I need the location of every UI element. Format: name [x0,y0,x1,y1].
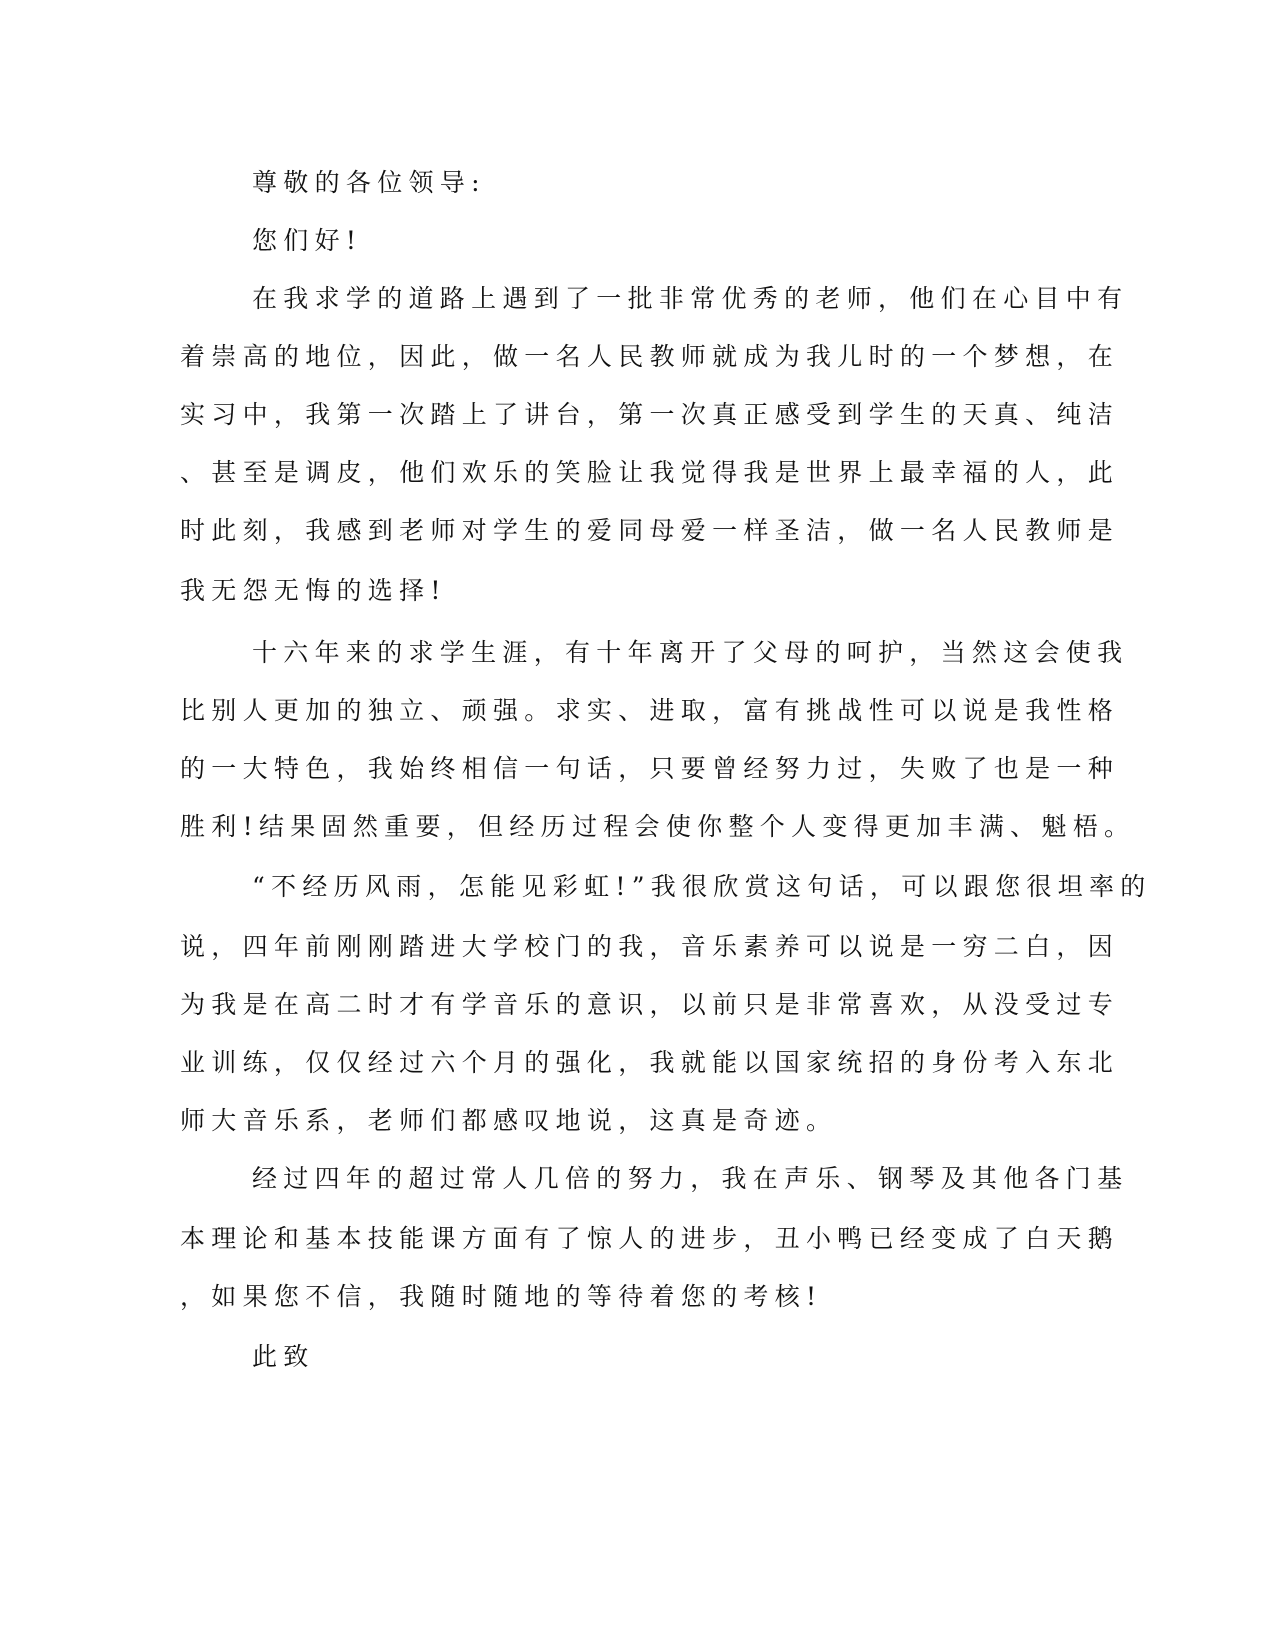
paragraph-2-line-1: 十六年来的求学生涯，有十年离开了父母的呵护，当然这会使我 [252,638,1129,667]
paragraph-1-line-3: 实习中，我第一次踏上了讲台，第一次真正感受到学生的天真、纯洁 [180,400,1120,429]
paragraph-2-line-2: 比别人更加的独立、顽强。求实、进取，富有挑战性可以说是我性格 [180,696,1120,725]
paragraph-3-line-3: 为我是在高二时才有学音乐的意识，以前只是非常喜欢，从没受过专 [180,990,1120,1019]
paragraph-4-line-1: 经过四年的超过常人几倍的努力，我在声乐、钢琴及其他各门基 [252,1164,1129,1193]
salutation: 尊敬的各位领导: [252,168,486,197]
paragraph-1-line-5: 时此刻，我感到老师对学生的爱同母爱一样圣洁，做一名人民教师是 [180,516,1120,545]
paragraph-3-line-1: “不经历风雨，怎能见彩虹!”我很欣赏这句话，可以跟您很坦率的 [252,872,1152,901]
paragraph-2-line-4: 胜利!结果固然重要，但经历过程会使你整个人变得更加丰满、魁梧。 [180,812,1136,841]
paragraph-1-line-4: 、甚至是调皮，他们欢乐的笑脸让我觉得我是世界上最幸福的人，此 [180,458,1120,487]
closing: 此致 [252,1342,315,1371]
paragraph-3-line-5: 师大音乐系，老师们都感叹地说，这真是奇迹。 [180,1106,838,1135]
paragraph-4-line-3: ，如果您不信，我随时随地的等待着您的考核! [180,1282,823,1311]
paragraph-2-line-3: 的一大特色，我始终相信一句话，只要曾经努力过，失败了也是一种 [180,754,1120,783]
paragraph-1-line-6: 我无怨无悔的选择! [180,576,447,605]
paragraph-1-line-2: 着崇高的地位，因此，做一名人民教师就成为我儿时的一个梦想，在 [180,342,1120,371]
paragraph-4-line-2: 本理论和基本技能课方面有了惊人的进步，丑小鸭已经变成了白天鹅 [180,1224,1120,1253]
paragraph-3-line-2: 说，四年前刚刚踏进大学校门的我，音乐素养可以说是一穷二白，因 [180,932,1120,961]
paragraph-1-line-1: 在我求学的道路上遇到了一批非常优秀的老师，他们在心目中有 [252,284,1129,313]
paragraph-3-line-4: 业训练，仅仅经过六个月的强化，我就能以国家统招的身份考入东北 [180,1048,1120,1077]
greeting: 您们好! [252,226,363,255]
